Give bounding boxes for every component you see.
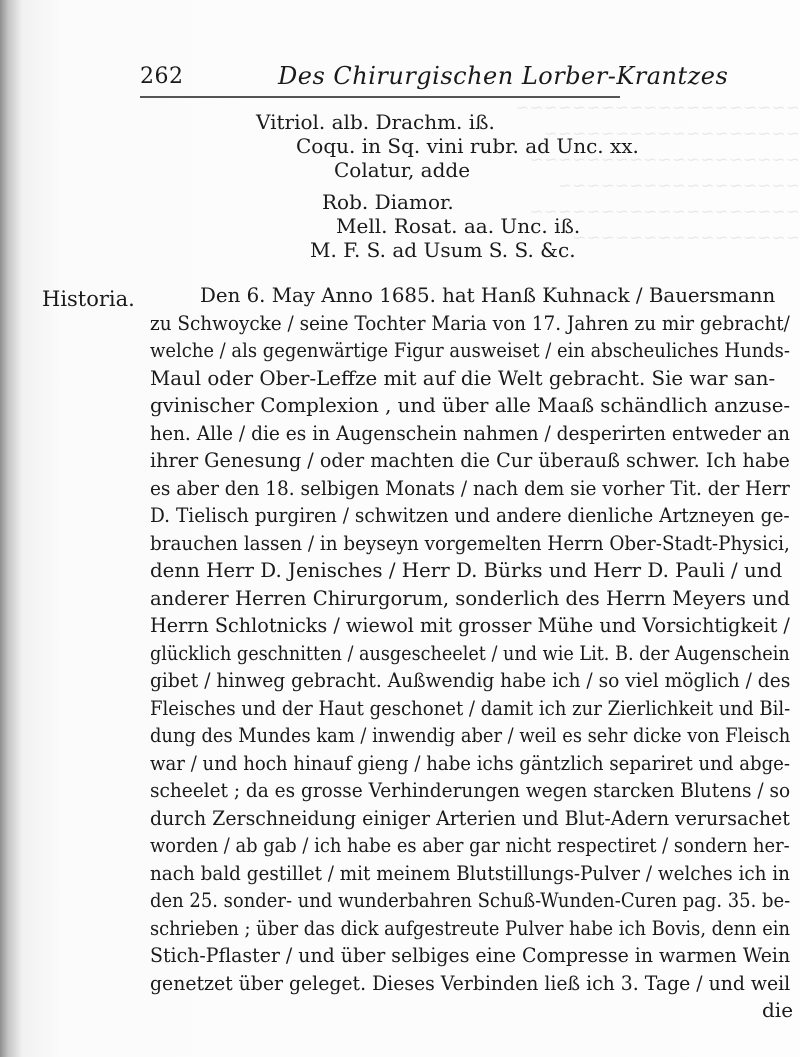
show-through-text: ~~~~~~~~~~~~~~~~~~~~ ~~~~~~~~~~~~~~~~~~ ~~~~~~~~~~~~~~~~~~~ ~~~~~~~~~~~~~~~~~ ~~~~~~~~~~~~~~~~~~~ ~~~~~~~~~~~~~~~~ — [515, 98, 800, 248]
text-line: den 25. sonder- und wunderbahren Schuß-Wunden-Curen pag. 35. be- — [150, 889, 791, 912]
text-line: gibet / hinweg gebracht. Außwendig habe ich / so viel möglich / des — [150, 669, 791, 692]
header-rule — [140, 96, 620, 98]
recipe-line: Mell. Rosat. aa. Unc. iß. — [336, 214, 581, 238]
text-line: dung des Mundes kam / inwendig aber / weil es sehr dicke von Fleisch — [150, 724, 791, 747]
text-line: zu Schwoycke / seine Tochter Maria von 17. Jahren zu mir gebracht/ — [150, 311, 790, 335]
recipe-line: Vitriol. alb. Drachm. iß. — [256, 110, 495, 134]
text-line: schrieben ; über das dick aufgestreute Pulver habe ich Bovis, denn ein — [150, 916, 790, 940]
text-line: D. Tielisch purgiren / schwitzen und andere dienliche Artzneyen ge- — [150, 504, 790, 527]
recipe-line: Colatur, adde — [334, 158, 471, 182]
text-line: Den 6. May Anno 1685. hat Hanß Kuhnack / Bauersmann — [200, 284, 776, 307]
catchword: die — [762, 998, 794, 1022]
running-title: Des Chirurgischen Lorber-Krantzes — [278, 62, 729, 90]
text-line: ihrer Genesung / oder machten die Cur überauß schwer. Ich habe — [150, 449, 790, 472]
text-line: durch Zerschneidung einiger Arterien und Blut-Adern verursachet — [150, 806, 790, 830]
text-line: anderer Herren Chirurgorum, sonderlich des Herrn Meyers und — [150, 586, 790, 610]
text-line: gvinischer Complexion , und über alle Maaß schändlich anzuse- — [150, 394, 791, 417]
text-line: Herrn Schlotnicks / wiewol mit grosser Mühe und Vorsichtigkeit / — [150, 614, 790, 637]
text-line: denn Herr D. Jenisches / Herr D. Bürks und Herr D. Pauli / und — [150, 559, 783, 582]
text-line: Fleisches und der Haut geschonet / damit ich zur Zierlichkeit und Bil- — [150, 696, 791, 720]
text-line: Stich-Pflaster / und über selbiges eine Compresse in warmen Wein — [150, 944, 791, 967]
page-number: 262 — [140, 64, 184, 89]
body-paragraph — [150, 282, 791, 997]
text-line: Maul oder Ober-Leffze mit auf die Welt gebracht. Sie war san- — [150, 366, 776, 390]
text-line: war / und hoch hinauf gieng / habe ichs gäntzlich separiret und abge- — [150, 751, 790, 775]
page-header — [140, 60, 729, 94]
text-line: glücklich geschnitten / ausgescheelet / und wie Lit. B. der Augenschein — [150, 641, 790, 665]
recipe-line: M. F. S. ad Usum S. S. &c. — [310, 238, 576, 262]
text-line: nach bald gestillet / mit meinem Blutstillungs-Pulver / welches ich in — [150, 861, 790, 885]
text-line: genetzet über geleget. Dieses Verbinden ließ ich 3. Tage / und weil — [150, 971, 791, 995]
text-line: hen. Alle / die es in Augenschein nahmen / desperirten entweder an — [150, 421, 790, 445]
recipe-line: Coqu. in Sq. vini rubr. ad Unc. xx. — [296, 134, 639, 158]
margin-note-historia: Historia. — [42, 287, 135, 311]
recipe-line: Rob. Diamor. — [322, 190, 454, 214]
text-line: es aber den 18. selbigen Monats / nach dem sie vorher Tit. der Herr — [150, 476, 790, 500]
text-line: scheelet ; da es grosse Verhinderungen wegen starcken Blutens / so — [150, 779, 791, 802]
text-line: worden / ab gab / ich habe es aber gar nicht respectiret / sondern her- — [150, 834, 790, 857]
text-line: welche / als gegenwärtige Figur ausweiset / ein abscheuliches Hunds- — [150, 339, 790, 362]
text-line: brauchen lassen / in beyseyn vorgemelten Herrn Ober-Stadt-Physici, — [150, 531, 790, 555]
